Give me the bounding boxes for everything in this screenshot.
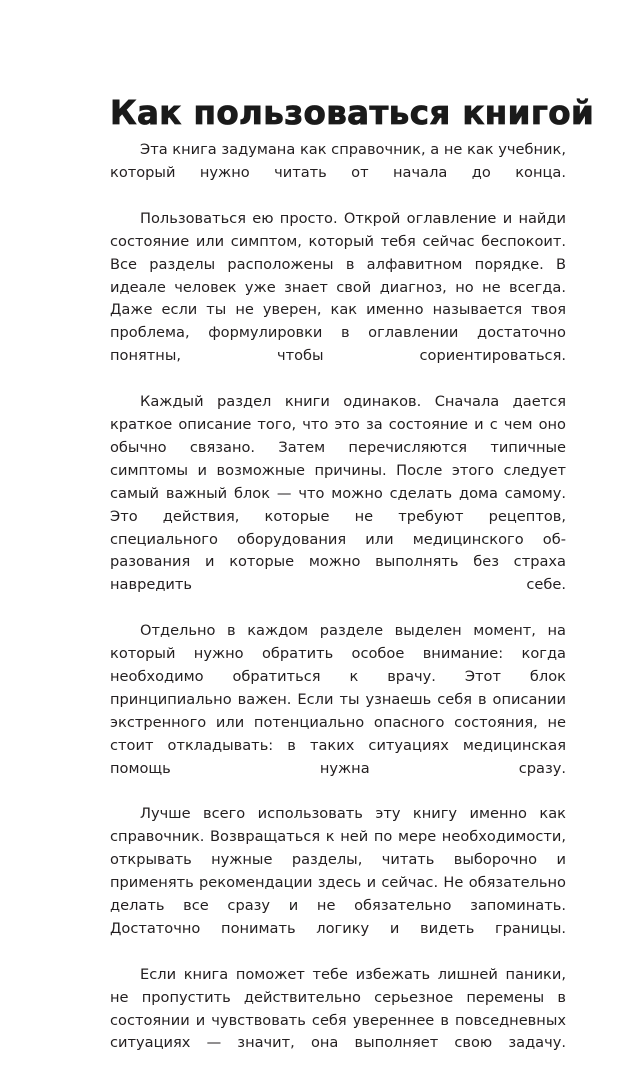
paragraph: Эта книга задумана как справочник, а не как учебник, который нужно читать от начала до конца.	[110, 141, 566, 181]
paragraph: Пользоваться ею просто. Открой оглавление и найди состояние или симптом, который тебя сейчас беспокоит. Все разделы расположены в алфавитном порядке. В идеале человек уже знает свой диагноз, но не всегда. Даже если ты не уверен, как именно называется твоя проблема, формулировки в оглавлении достаточно понятны, чтобы сориентироваться.	[110, 209, 566, 365]
page-title: Как пользоваться книгой	[110, 94, 595, 132]
paragraph: Лучше всего использовать эту книгу именно как справочник. Возвращаться к ней по мере необходимости, открывать нужные разделы, читать выборочно и применять рекомендации здесь и сейчас. Не обязательно делать все сразу и не обязательно запоминать. Достаточно понимать логику и видеть границы.	[110, 805, 566, 937]
paragraph: Каждый раздел книги одинаков. Сначала дается краткое описание того, что это за состояние и с чем оно обычно связано. Затем перечисляются типичные симптомы и возможные причины. После этого следует самый важный блок — что можно сделать дома самому. Это действия, которые не требуют рецептов, специального оборудования или медицинского образования и которые можно выполнять без страха навредить себе.	[110, 393, 566, 594]
paragraph: Отдельно в каждом разделе выделен момент, на который нужно обратить особое внимание: когда необходимо обратиться к врачу. Этот блок принципиально важен. Если ты узнаешь себя в описании экстренного или потенциально опасного состояния, не стоит откладывать: в таких ситуациях медицинская помощь нужна сразу.	[110, 622, 566, 777]
page-content	[110, 94, 595, 1078]
paragraph: Если книга поможет тебе избежать лишней паники, не пропустить действительно серьезное перемены в состоянии и чувствовать себя увереннее в повседневных ситуациях — значит, она выполняет свою задачу.	[110, 965, 566, 1052]
